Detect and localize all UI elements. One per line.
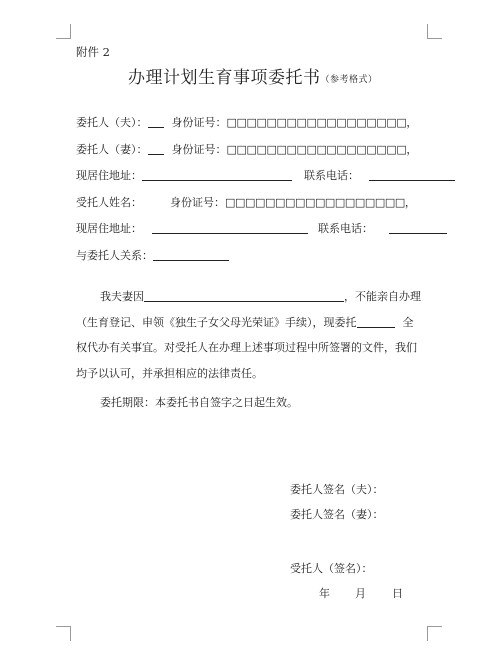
body-line-2	[76, 316, 414, 330]
trustee-phone-blank[interactable]	[389, 222, 447, 234]
wife-row	[76, 143, 417, 157]
body-line-4: 均予以认可，并承担相应的法律责任。	[76, 367, 263, 380]
trustee-blank[interactable]	[357, 316, 395, 328]
body-line-1-start: 我夫妻因	[100, 290, 144, 303]
trustee-address-label: 现居住地址：	[76, 222, 142, 235]
corner-mark-top-right	[427, 24, 442, 39]
wife-id-boxes[interactable]: □□□□□□□□□□□□□□□□□□，	[226, 143, 417, 156]
body-line-2-end: 全	[402, 316, 414, 329]
body-line-1	[100, 290, 421, 304]
trustee-phone-label: 联系电话：	[318, 222, 373, 235]
phone-blank[interactable]	[369, 169, 455, 181]
relation-row	[76, 249, 229, 263]
corner-mark-bottom-left	[56, 626, 71, 641]
attachment-label: 附件 2	[76, 45, 110, 59]
date-day: 日	[392, 587, 403, 600]
phone-label: 联系电话：	[304, 169, 359, 182]
address-blank[interactable]	[142, 169, 292, 181]
sign-wife: 委托人签名（妻）：	[290, 508, 384, 521]
wife-name-blank[interactable]	[148, 143, 164, 155]
body-line-1-end: ，不能亲自办理	[344, 290, 421, 303]
address-label: 现居住地址：	[76, 169, 142, 182]
body-line-3: 权代办有关事宜。对受托人在办理上述事项过程中所签署的文件，我们	[76, 341, 417, 354]
wife-id-label: 身份证号：	[171, 143, 227, 156]
husband-id-boxes[interactable]: □□□□□□□□□□□□□□□□□□，	[226, 116, 417, 129]
reason-blank[interactable]	[144, 290, 344, 302]
trustee-address-row	[76, 222, 447, 236]
address-row	[76, 169, 455, 183]
trustee-name-label: 受托人姓名：	[76, 196, 142, 209]
corner-mark-bottom-right	[427, 626, 442, 641]
title-text: 办理计划生育事项委托书	[128, 68, 321, 88]
husband-name-blank[interactable]	[148, 116, 164, 128]
wife-label: 委托人（妻）：	[76, 143, 148, 156]
date-month: 月	[355, 587, 366, 600]
sign-husband: 委托人签名（夫）：	[290, 483, 384, 496]
relation-blank[interactable]	[153, 249, 229, 261]
trustee-id-label: 身份证号：	[170, 196, 225, 209]
body-line-2-start: （生育登记、申领《独生子女父母光荣证》手续），现委托	[76, 316, 357, 329]
trustee-address-blank[interactable]	[152, 222, 308, 234]
date-year: 年	[319, 587, 330, 600]
document-title	[128, 67, 378, 91]
trustee-id-boxes[interactable]: □□□□□□□□□□□□□□□□□□，	[225, 196, 416, 209]
trustee-row	[76, 196, 415, 210]
husband-label: 委托人（夫）：	[76, 116, 148, 129]
period-text: 委托期限：本委托书自签字之日起生效。	[100, 396, 298, 409]
husband-row	[76, 116, 417, 130]
sign-trustee: 受托人（签名）：	[290, 562, 373, 575]
husband-id-label: 身份证号：	[171, 116, 227, 129]
title-note: （参考格式）	[320, 75, 378, 85]
relation-label: 与委托人关系：	[76, 249, 153, 262]
corner-mark-top-left	[56, 24, 71, 39]
